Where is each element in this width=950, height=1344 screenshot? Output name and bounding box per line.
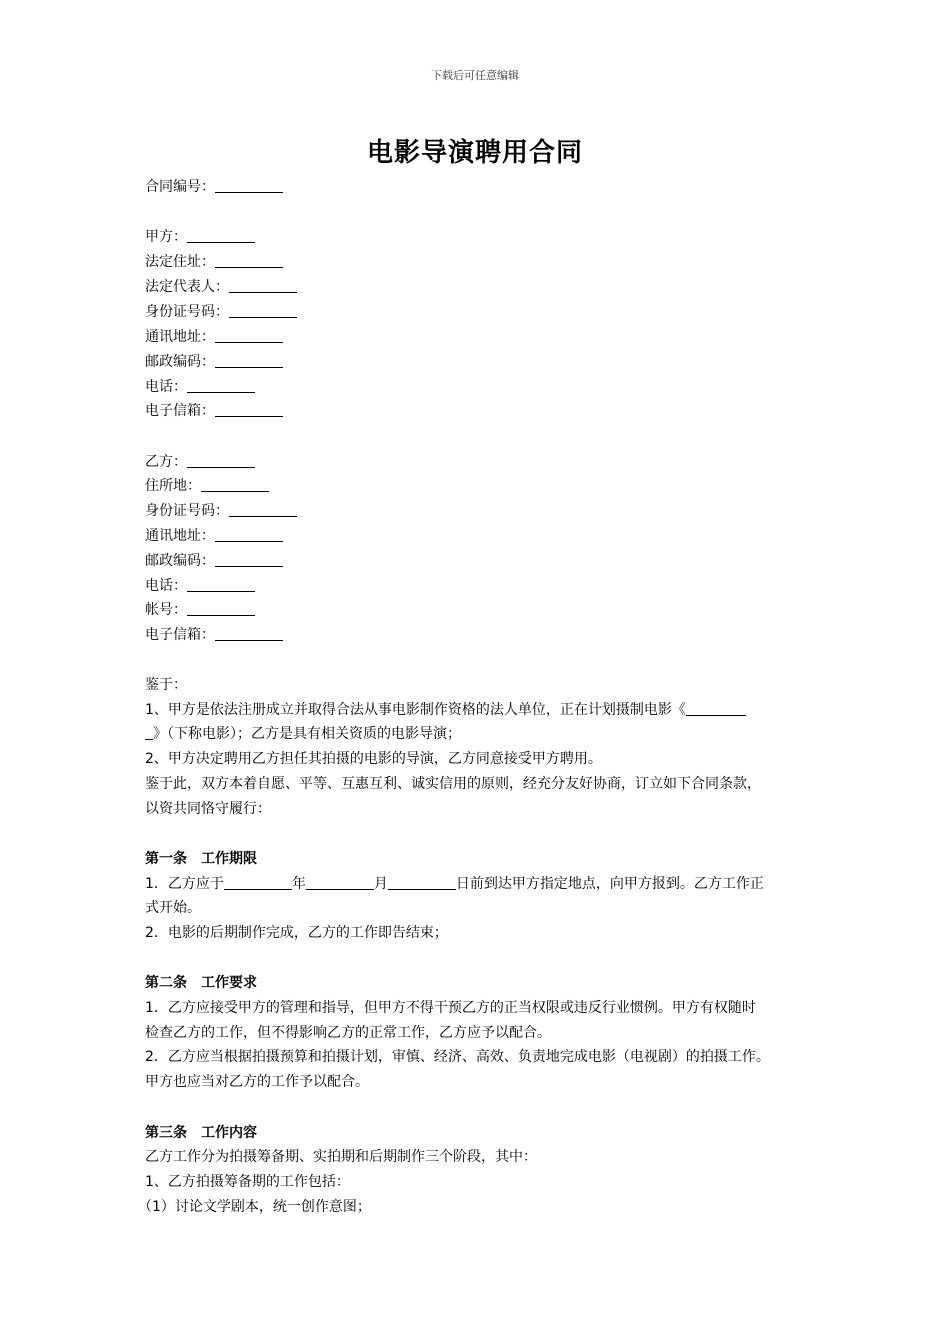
article-1-clause-1-tail: 日前到达甲方指定地点，向甲方报到。乙方工作正 — [455, 876, 764, 892]
party-a-zip-blank — [215, 353, 283, 368]
contract-number-line — [145, 177, 283, 197]
contract-number-blank — [215, 178, 283, 193]
party-b-residence-line — [145, 476, 269, 496]
party-b-mail-blank — [215, 527, 283, 542]
article-2-title: 第二条 工作要求 — [145, 975, 257, 991]
party-b-phone-label: 电话： — [145, 578, 187, 594]
article-1-clause-1-cont: 式开始。 — [145, 900, 201, 916]
party-a-rep-line — [145, 277, 297, 297]
party-b-mail-label: 通讯地址： — [145, 528, 215, 544]
party-a-name-line — [145, 227, 255, 247]
party-a-phone-label: 电话： — [145, 379, 187, 395]
article-1-clause-1-lead: 1．乙方应于 — [145, 876, 224, 892]
contract-number-label: 合同编号： — [145, 179, 215, 195]
whereas-clause-3b: 以资共同恪守履行： — [145, 801, 271, 817]
year-blank — [224, 875, 292, 890]
party-b-account-line — [145, 600, 255, 620]
party-a-phone-line — [145, 377, 255, 397]
article-3-title: 第三条 工作内容 — [145, 1125, 257, 1141]
document-title: 电影导演聘用合同 — [366, 138, 583, 168]
month-blank — [306, 875, 374, 890]
party-b-zip-blank — [215, 552, 283, 567]
article-1-clause-2: 2．电影的后期制作完成，乙方的工作即告结束； — [145, 925, 448, 941]
party-a-name-label: 甲方： — [145, 229, 187, 245]
whereas-clause-1b — [145, 724, 461, 744]
party-b-zip-label: 邮政编码： — [145, 553, 215, 569]
whereas-clause-2: 2、甲方决定聘用乙方担任其拍摄的电影的导演，乙方同意接受甲方聘用。 — [145, 751, 602, 767]
party-a-email-line — [145, 401, 283, 421]
article-3-item-1: （1）讨论文学剧本，统一创作意图； — [138, 1199, 371, 1215]
party-a-mail-blank — [215, 328, 283, 343]
party-b-id-blank — [229, 502, 297, 517]
party-b-email-blank — [215, 626, 283, 641]
party-b-name-line — [145, 452, 255, 472]
party-b-name-blank — [187, 453, 255, 468]
article-2-clause-2a: 2．乙方应当根据拍摄预算和拍摄计划，审慎、经济、高效、负责地完成电影（电视剧）的拍摄工作。 — [145, 1049, 770, 1065]
year-label: 年 — [291, 876, 306, 892]
article-1-clause-1 — [145, 874, 764, 894]
article-1-title: 第一条 工作期限 — [145, 851, 257, 867]
party-a-zip-label: 邮政编码： — [145, 354, 215, 370]
party-a-id-label: 身份证号码： — [145, 304, 229, 320]
party-b-id-line — [145, 501, 297, 521]
party-b-email-label: 电子信箱： — [145, 627, 215, 643]
party-a-id-blank — [229, 303, 297, 318]
party-a-address-blank — [215, 253, 283, 268]
whereas-clause-1a — [145, 700, 746, 720]
article-2-clause-2b: 甲方也应当对乙方的工作予以配合。 — [145, 1074, 369, 1090]
party-b-zip-line — [145, 551, 283, 571]
party-a-email-label: 电子信箱： — [145, 403, 215, 419]
article-2-clause-1b: 检查乙方的工作，但不得影响乙方的正常工作，乙方应予以配合。 — [145, 1025, 551, 1041]
party-a-zip-line — [145, 352, 283, 372]
party-a-rep-blank — [229, 278, 297, 293]
page-header: 下载后可任意编辑 — [431, 69, 519, 82]
whereas-label: 鉴于： — [145, 677, 187, 693]
party-a-mail-line — [145, 327, 283, 347]
day-blank — [388, 875, 456, 890]
article-2-clause-1a: 1．乙方应接受甲方的管理和指导，但甲方不得干预乙方的正当权限或违反行业惯例。甲方有权随时 — [145, 1000, 756, 1016]
party-a-rep-label: 法定代表人： — [145, 279, 229, 295]
whereas-clause-1-cont: 》（下称电影）；乙方是具有相关资质的电影导演； — [153, 726, 461, 742]
article-3-clause-1: 1、乙方拍摄筹备期的工作包括： — [145, 1174, 350, 1190]
party-a-phone-blank — [187, 378, 255, 393]
party-b-account-label: 帐号： — [145, 602, 187, 618]
party-b-email-line — [145, 625, 283, 645]
party-b-residence-label: 住所地： — [145, 478, 201, 494]
party-a-mail-label: 通讯地址： — [145, 329, 215, 345]
whereas-clause-1-text: 1、甲方是依法注册成立并取得合法从事电影制作资格的法人单位，正在计划摄制电影《 — [145, 702, 686, 718]
party-b-account-blank — [187, 601, 255, 616]
party-a-id-line — [145, 302, 297, 322]
party-b-name-label: 乙方： — [145, 454, 187, 470]
party-b-mail-line — [145, 526, 283, 546]
party-a-email-blank — [215, 402, 283, 417]
party-b-residence-blank — [201, 477, 269, 492]
party-b-phone-blank — [187, 577, 255, 592]
party-a-address-line — [145, 252, 283, 272]
party-b-id-label: 身份证号码： — [145, 503, 229, 519]
movie-title-blank-cont — [145, 725, 153, 740]
party-a-name-blank — [187, 228, 255, 243]
month-label: 月 — [373, 876, 388, 892]
article-3-intro: 乙方工作分为拍摄筹备期、实拍期和后期制作三个阶段，其中： — [145, 1149, 537, 1165]
party-b-phone-line — [145, 576, 255, 596]
movie-title-blank — [686, 701, 746, 716]
whereas-clause-3a: 鉴于此，双方本着自愿、平等、互惠互利、诚实信用的原则，经充分友好协商，订立如下合同条款， — [145, 776, 761, 792]
party-a-address-label: 法定住址： — [145, 254, 215, 270]
